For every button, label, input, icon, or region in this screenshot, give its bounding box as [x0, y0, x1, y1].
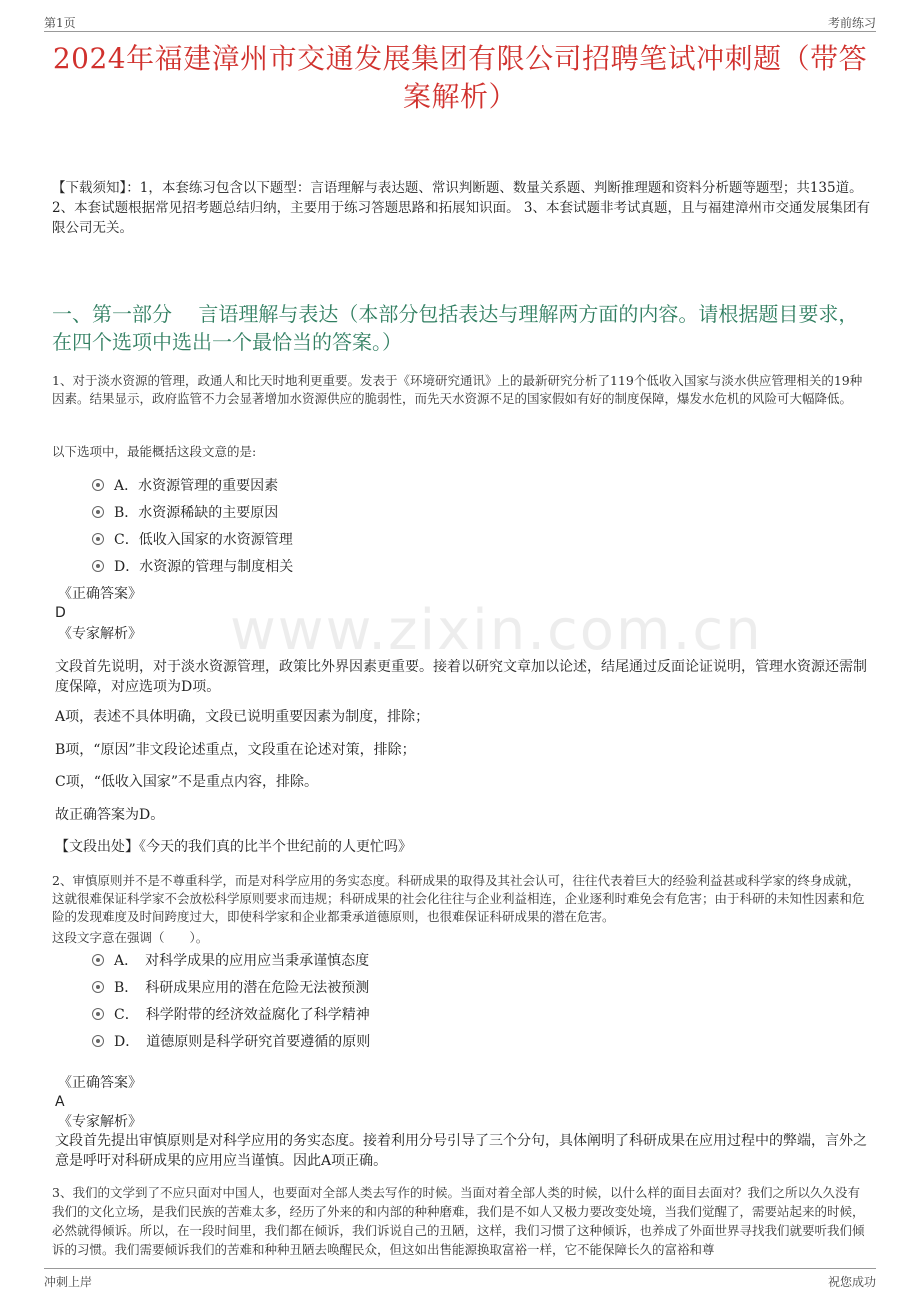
radio-icon[interactable]	[92, 479, 104, 491]
q2-answer: A	[55, 1094, 65, 1110]
q1-answer: D	[55, 605, 66, 621]
question-1-prompt: 以下选项中，最能概括这段文意的是:	[52, 444, 257, 459]
question-3-stem: 3、我们的文学到了不应只面对中国人，也要面对全部人类去写作的时候。当面对着全部人类的时候，以什么样的面目去面对？我们之所以久久没有我们的文化立场，是我们民族的苦难太多，经历了外来的和内部的种种磨难，我们是不如人又极力要改变处境，当我们觉醒了，需要站起来的时候，必然就得倾诉。所以，在一段时间里，我们都在倾诉，我们诉说自己的丑陋，这样，我们习惯了这种倾诉，也养成了外面世界寻找我们就要听我们倾诉的习惯。我们需要倾诉我们的苦难和种种丑陋去唤醒民众，但这如出售能源换取富裕一样，它不能保障长久的富裕和尊	[52, 1185, 865, 1257]
question-2-stem: 2、审慎原则并不是不尊重科学，而是对科学应用的务实态度。科研成果的取得及其社会认可，往往代表着巨大的经验利益甚或科学家的终身成就，这就很难保证科学家不会放松科学原则要求而违规；科研成果的社会化往往与企业利益相连，企业逐利时难免会有危害；由于科研的未知性因素和危险的发现难度及时间跨度过大，即使科学家和企业都秉承道德原则，也很难保证科研成果的潜在危害。	[52, 873, 865, 924]
footer-left: 冲刺上岸	[44, 1275, 93, 1289]
q1-option-d[interactable]: D．水资源的管理与制度相关	[92, 557, 293, 577]
radio-icon[interactable]	[92, 1035, 104, 1047]
page-number: 第1页	[44, 16, 76, 30]
radio-icon[interactable]	[92, 533, 104, 545]
q1-analysis-main: 文段首先说明，对于淡水资源管理，政策比外界因素更重要。接着以研究文章加以论述，结尾通过反面论证说明，管理水资源还需制度保障，对应选项为D项。	[55, 659, 867, 695]
section-title: 一、第一部分 言语理解与表达（本部分包括表达与理解两方面的内容。请根据题目要求，在四个选项中选出一个最恰当的答案。）	[52, 302, 859, 354]
radio-icon[interactable]	[92, 954, 104, 966]
q1-analysis-label: 《专家解析》	[58, 626, 142, 642]
header-divider	[44, 31, 876, 32]
download-notice: 【下载须知】：1，本套练习包含以下题型：言语理解与表达题、常识判断题、数量关系题、判断推理题和资料分析题等题型；共135道。 2、本套试题根据常见招考题总结归纳，主要用于练习答题思路和拓展知识面。 3、本套试题非考试真题，且与福建漳州市交通发展集团有限公司无关。	[52, 180, 870, 236]
watermark: www.zixin.com.cn	[230, 598, 763, 663]
page-title: 2024年福建漳州市交通发展集团有限公司招聘笔试冲刺题（带答案解析）	[52, 42, 868, 113]
q2-option-b[interactable]: B． 科研成果应用的潜在危险无法被预测	[92, 978, 369, 998]
q2-option-d[interactable]: D． 道德原则是科学研究首要遵循的原则	[92, 1032, 370, 1052]
radio-icon[interactable]	[92, 560, 104, 572]
radio-icon[interactable]	[92, 1008, 104, 1020]
header-label: 考前练习	[827, 16, 876, 30]
q1-analysis-c: C项，“低收入国家”不是重点内容，排除。	[55, 774, 319, 790]
q2-answer-label: 《正确答案》	[58, 1075, 142, 1091]
q2-option-a[interactable]: A． 对科学成果的应用应当秉承谨慎态度	[92, 951, 369, 971]
q2-analysis-label: 《专家解析》	[58, 1114, 142, 1130]
q1-analysis-b: B项，“原因”非文段论述重点，文段重在论述对策，排除；	[55, 742, 416, 758]
q1-analysis-conclusion: 故正确答案为D。	[55, 807, 165, 823]
footer-divider	[44, 1268, 876, 1269]
footer-right: 祝您成功	[827, 1275, 876, 1289]
question-2-prompt: 这段文字意在强调（ ）。	[52, 930, 209, 945]
q1-option-b[interactable]: B．水资源稀缺的主要原因	[92, 503, 278, 523]
radio-icon[interactable]	[92, 981, 104, 993]
q2-analysis: 文段首先提出审慎原则是对科学应用的务实态度。接着利用分号引导了三个分句，具体阐明了科研成果在应用过程中的弊端，言外之意是呼吁对科研成果的应用应当谨慎。因此A项正确。	[55, 1133, 867, 1169]
q2-option-c[interactable]: C． 科学附带的经济效益腐化了科学精神	[92, 1005, 370, 1025]
question-1-stem: 1、对于淡水资源的管理，政通人和比天时地利更重要。发表于《环境研究通讯》上的最新研究分析了119个低收入国家与淡水供应管理相关的19种因素。结果显示，政府监管不力会显著增加水资源供应的脆弱性，而先天水资源不足的国家假如有好的制度保障，爆发水危机的风险可大幅降低。	[52, 373, 863, 406]
q1-option-a[interactable]: A．水资源管理的重要因素	[92, 476, 278, 496]
q1-answer-label: 《正确答案》	[58, 586, 142, 602]
q1-analysis-a: A项，表述不具体明确，文段已说明重要因素为制度，排除；	[55, 709, 430, 725]
q1-source: 【文段出处】《今天的我们真的比半个世纪前的人更忙吗》	[55, 839, 412, 855]
q1-option-c[interactable]: C．低收入国家的水资源管理	[92, 530, 293, 550]
radio-icon[interactable]	[92, 506, 104, 518]
